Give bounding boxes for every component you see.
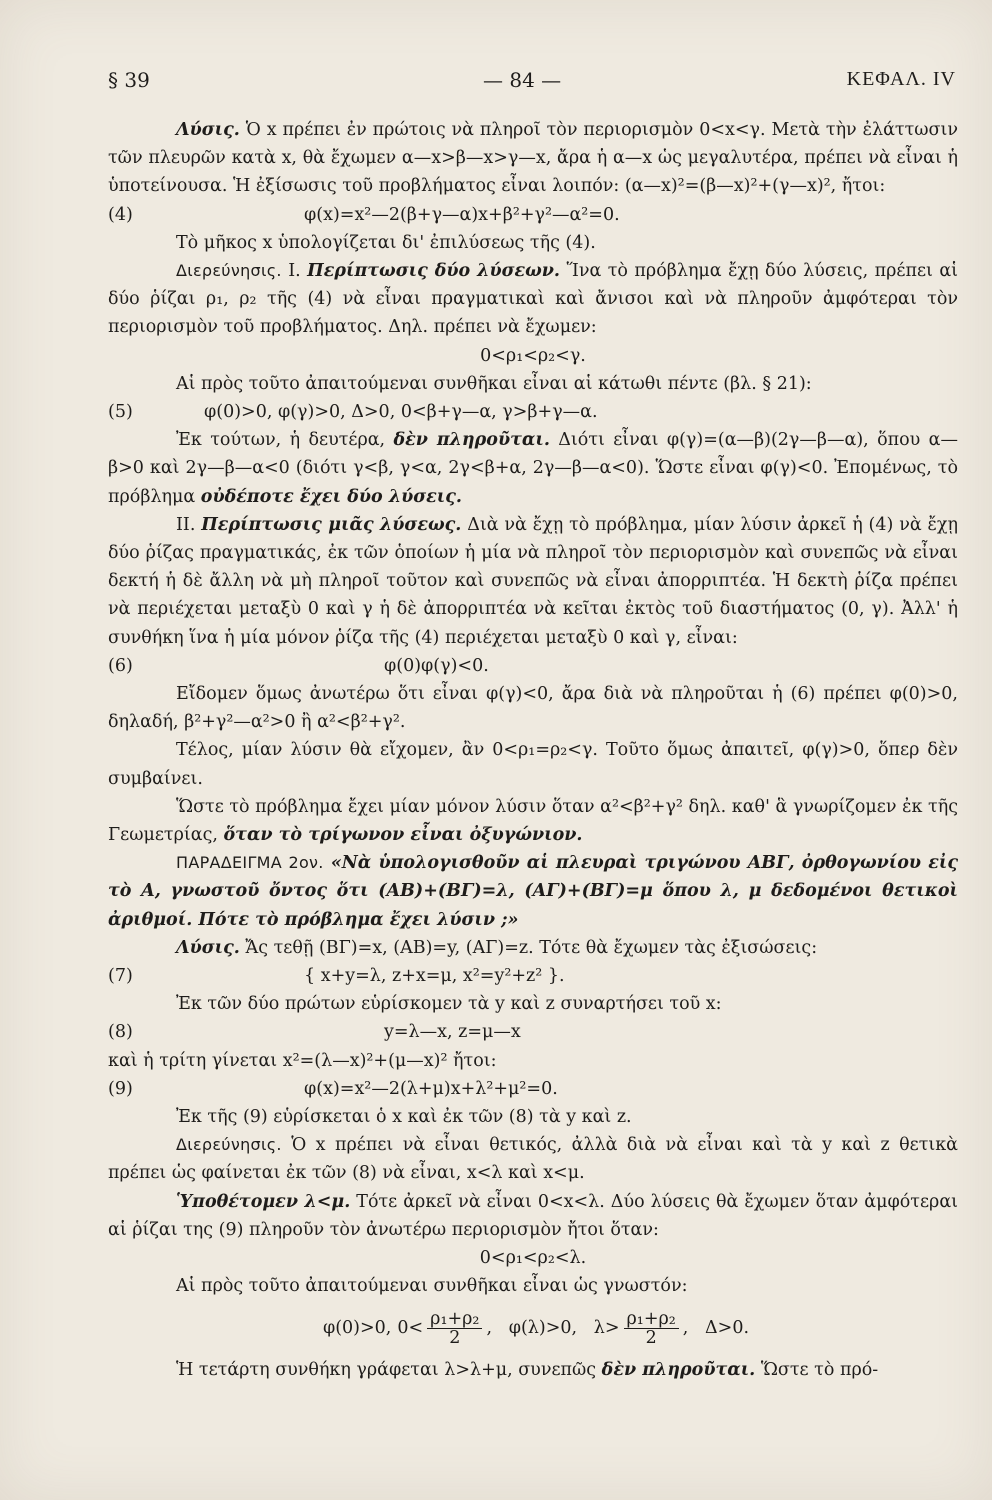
heading-dierevnisis: Διερεύνησις. bbox=[176, 261, 282, 280]
fraction-numerator: ρ₁+ρ₂ bbox=[427, 1310, 482, 1329]
paragraph-text: Ἡ τετάρτη συνθήκη γράφεται λ>λ+μ, συνεπῶς bbox=[176, 1360, 602, 1381]
emphasis: δὲν πληροῦται. bbox=[601, 1360, 756, 1381]
equation-number: (5) bbox=[108, 402, 133, 423]
equation-expression: φ(0)φ(γ)<0. bbox=[384, 655, 489, 676]
heading-case: Περίπτωσις μιᾶς λύσεως. bbox=[201, 514, 462, 535]
inequality: 0<ρ₁<ρ₂<λ. bbox=[479, 1248, 587, 1269]
paragraph: Τὸ μῆκος x ὑπολογίζεται δι' ἐπιλύσεως τῆς (4). bbox=[176, 232, 596, 253]
paragraph-example bbox=[108, 849, 958, 934]
paragraph-last bbox=[108, 1356, 958, 1384]
emphasis: δὲν πληροῦται. bbox=[393, 430, 550, 451]
paragraph: Αἱ πρὸς τοῦτο ἀπαιτούμεναι συνθῆκαι εἶναι ὡς γνωστόν: bbox=[176, 1276, 688, 1297]
paragraph-text: Ἄς τεθῇ (ΒΓ)=x, (ΑΒ)=y, (ΑΓ)=z. Τότε θὰ ἔχωμεν τὰς ἐξισώσεις: bbox=[239, 937, 818, 958]
equation-expression: φ(x)=x²—2(β+γ—α)x+β²+γ²—α²=0. bbox=[304, 204, 620, 225]
equation-7 bbox=[108, 962, 958, 990]
paragraph-solution bbox=[108, 116, 958, 201]
paragraph: Εἴδομεν ὅμως ἀνωτέρω ὅτι εἶναι φ(γ)<0, ἄρα διὰ νὰ πληροῦται ἡ (6) πρέπει φ(0)>0, δηλαδή, β²+γ²—α²>0 ἢ α²<β²+γ². bbox=[108, 684, 958, 733]
paragraph-investigation bbox=[108, 257, 958, 342]
paragraph: καὶ ἡ τρίτη γίνεται x²=(λ—x)²+(μ—x)² ἤτοι: bbox=[108, 1050, 497, 1071]
paragraph-text: Ὥστε τὸ πρό- bbox=[755, 1360, 879, 1381]
paragraph-hypothesis bbox=[108, 1188, 958, 1244]
fraction bbox=[624, 1310, 679, 1347]
paragraph-text: Ὥστε τὸ πρόβλημα ἔχει μίαν μόνον λύσιν ὅταν α²<β²+γ² δηλ. καθ' ἃ γνωρίζομεν ἐκ τῆς Γεωμετρίας, bbox=[108, 796, 958, 846]
heading-lysis: Λύσις. bbox=[176, 120, 240, 140]
equation-expression: φ(0)>0, φ(γ)>0, Δ>0, 0<β+γ—α, γ>β+γ—α. bbox=[204, 402, 598, 423]
paragraph-text: Ἐκ τούτων, ἡ δευτέρα, bbox=[176, 430, 394, 451]
paragraph bbox=[108, 793, 958, 849]
formula-part: φ(0)>0, bbox=[322, 1318, 392, 1339]
paragraph-solution-2 bbox=[108, 934, 958, 962]
equation-number: (9) bbox=[108, 1078, 133, 1099]
paragraph-text: Ἵνα τὸ πρόβλημα ἔχῃ δύο λύσεις, πρέπει αἱ δύο ῥίζαι ρ₁, ρ₂ τῆς (4) νὰ εἶναι πραγματικαὶ καὶ ἄνισοι καὶ νὰ πληροῦν ἀμφότεραι τὸν περιορισμὸν τοῦ προβλήματος. Δηλ. πρέπει νὰ ἔχωμεν: bbox=[108, 261, 958, 338]
formula-part: , φ(λ)>0, λ> bbox=[486, 1318, 620, 1339]
paragraph-investigation-2 bbox=[108, 1131, 958, 1187]
equation-8 bbox=[108, 1018, 958, 1046]
equation-number: (8) bbox=[108, 1022, 133, 1043]
equation-number: (4) bbox=[108, 204, 133, 225]
section-number: § 39 bbox=[108, 68, 150, 92]
equation-expression: φ(x)=x²—2(λ+μ)x+λ²+μ²=0. bbox=[304, 1078, 558, 1099]
paragraph-text: Διὰ νὰ ἔχῃ τὸ πρόβλημα, μίαν λύσιν ἀρκεῖ ἡ (4) νὰ ἔχῃ δύο ῥίζας πραγματικάς, ἐκ τῶν ὁποίων ἡ μία νὰ πληροῖ τὸν περιορισμὸν καὶ συνεπῶς νὰ εἶναι δεκτή ἡ δὲ ἄλλη νὰ μὴ πληροῖ τοῦτον καὶ συνεπῶς νὰ εἶναι ἀπορριπτέα. Ἡ δεκτὴ ῥίζα πρέπει νὰ περιέχεται μεταξὺ 0 καὶ γ ἡ δὲ ἀπορριπτέα νὰ κεῖται ἐκτὸς τοῦ διαστήματος (0, γ). Ἀλλ' ἡ συνθήκη ἵνα ἡ μία μόνον ῥίζα τῆς (4) περιέχεται μεταξὺ 0 καὶ γ, εἶναι: bbox=[108, 514, 959, 648]
paragraph: Ἐκ τῶν δύο πρώτων εὑρίσκομεν τὰ y καὶ z συναρτήσει τοῦ x: bbox=[176, 994, 722, 1015]
paragraph: Αἱ πρὸς τοῦτο ἀπαιτούμεναι συνθῆκαι εἶναι αἱ κάτωθι πέντε (βλ. § 21): bbox=[176, 373, 812, 394]
fraction bbox=[427, 1310, 482, 1347]
conditions-formula bbox=[108, 1300, 958, 1356]
paragraph-text: Τότε ἀρκεῖ νὰ εἶναι 0<x<λ. Δύο λύσεις θὰ ἔχωμεν ὅταν ἀμφότεραι αἱ ῥίζαι της (9) πληροῦν τὸν ἀνωτέρω περιορισμὸν ἤτοι ὅταν: bbox=[108, 1191, 958, 1240]
case-numeral: ΙΙ. bbox=[176, 514, 202, 535]
paragraph-text: Ὁ x πρέπει ἐν πρώτοις νὰ πληροῖ τὸν περιορισμὸν 0<x<γ. Μετὰ τὴν ἐλάττωσιν τῶν πλευρῶν κατὰ x, θὰ ἔχωμεν α—x>β—x>γ—x, ἄρα ἡ α—x ὡς μεγαλυτέρα, πρέπει νὰ εἶναι ἡ ὑποτείνουσα. Ἡ ἐξίσωσις τοῦ προβλήματος εἶναι λοιπόν: (α—x)²=(β—x)²+(γ—x)², ἤτοι: bbox=[108, 120, 958, 197]
equation-9 bbox=[108, 1075, 958, 1103]
paragraph: Ἐκ τῆς (9) εὑρίσκεται ὁ x καὶ ἐκ τῶν (8) τὰ y καὶ z. bbox=[176, 1107, 632, 1128]
paragraph: Τέλος, μίαν λύσιν θὰ εἴχομεν, ἂν 0<ρ₁=ρ₂<γ. Τοῦτο ὅμως ἀπαιτεῖ, φ(γ)>0, ὅπερ δὲν συμβαίνει. bbox=[108, 740, 958, 789]
equation-4 bbox=[108, 201, 958, 229]
fraction-denominator: 2 bbox=[645, 1327, 657, 1348]
chapter-label: ΚΕΦΑΛ. IV bbox=[846, 68, 956, 90]
page-body bbox=[108, 116, 958, 1385]
formula-part: , Δ>0. bbox=[682, 1318, 750, 1339]
paragraph-text: Διότι εἶναι φ(γ)=(α—β)(2γ—β—α), ὅπου α—β>0 καὶ 2γ—β—α<0 (διότι γ<β, γ<α, 2γ<β+α, 2γ—β—α<0). Ὥστε εἶναι φ(γ)<0. Ἐπομένως, τὸ πρόβλημα bbox=[108, 430, 958, 507]
heading-dierevnisis: Διερεύνησις. bbox=[176, 1135, 282, 1155]
formula-part: 0< bbox=[397, 1318, 424, 1339]
paragraph bbox=[108, 426, 958, 511]
heading-case: Περίπτωσις δύο λύσεων. bbox=[307, 261, 561, 281]
page-header bbox=[108, 68, 956, 98]
emphasis: ὅταν τὸ τρίγωνον εἶναι ὀξυγώνιον. bbox=[223, 825, 583, 846]
fraction-denominator: 2 bbox=[449, 1327, 461, 1348]
emphasis: οὐδέποτε ἔχει δύο λύσεις. bbox=[200, 486, 462, 507]
example-statement: «Νὰ ὑπολογισθοῦν αἱ πλευραὶ τριγώνου ΑΒΓ, ὀρθογωνίου εἰς τὸ Α, γνωστοῦ ὄντος ὅτι (ΑΒ)+(ΒΓ)=λ, (ΑΓ)+(ΒΓ)=μ ὅπου λ, μ δεδομένοι θετικοὶ ἀριθμοί. Πότε τὸ πρόβλημα ἔχει λύσιν ;» bbox=[108, 853, 959, 930]
fraction-numerator: ρ₁+ρ₂ bbox=[624, 1310, 679, 1329]
page-number: — 84 — bbox=[483, 68, 562, 92]
paragraph-text: Ὁ x πρέπει νὰ εἶναι θετικός, ἀλλὰ διὰ νὰ εἶναι καὶ τὰ y καὶ z θετικὰ πρέπει ὡς φαίνεται ἐκ τῶν (8) νὰ εἶναι, x<λ καὶ x<μ. bbox=[108, 1135, 958, 1184]
paragraph-case-ii bbox=[108, 511, 958, 652]
equation-expression: y=λ—x, z=μ—x bbox=[384, 1022, 521, 1043]
case-numeral: Ι. bbox=[281, 261, 308, 281]
heading-example: ΠΑΡΑΔΕΙΓΜΑ 2ον. bbox=[176, 853, 324, 873]
inequality: 0<ρ₁<ρ₂<γ. bbox=[480, 345, 586, 366]
heading-hypothesis: Ὑποθέτομεν λ<μ. bbox=[176, 1191, 351, 1212]
equation-number: (7) bbox=[108, 966, 133, 987]
equation-number: (6) bbox=[108, 655, 133, 676]
equation-5 bbox=[108, 398, 958, 426]
heading-lysis: Λύσις. bbox=[176, 937, 240, 958]
equation-expression: { x+y=λ, z+x=μ, x²=y²+z² }. bbox=[304, 966, 565, 987]
equation-6 bbox=[108, 652, 958, 680]
